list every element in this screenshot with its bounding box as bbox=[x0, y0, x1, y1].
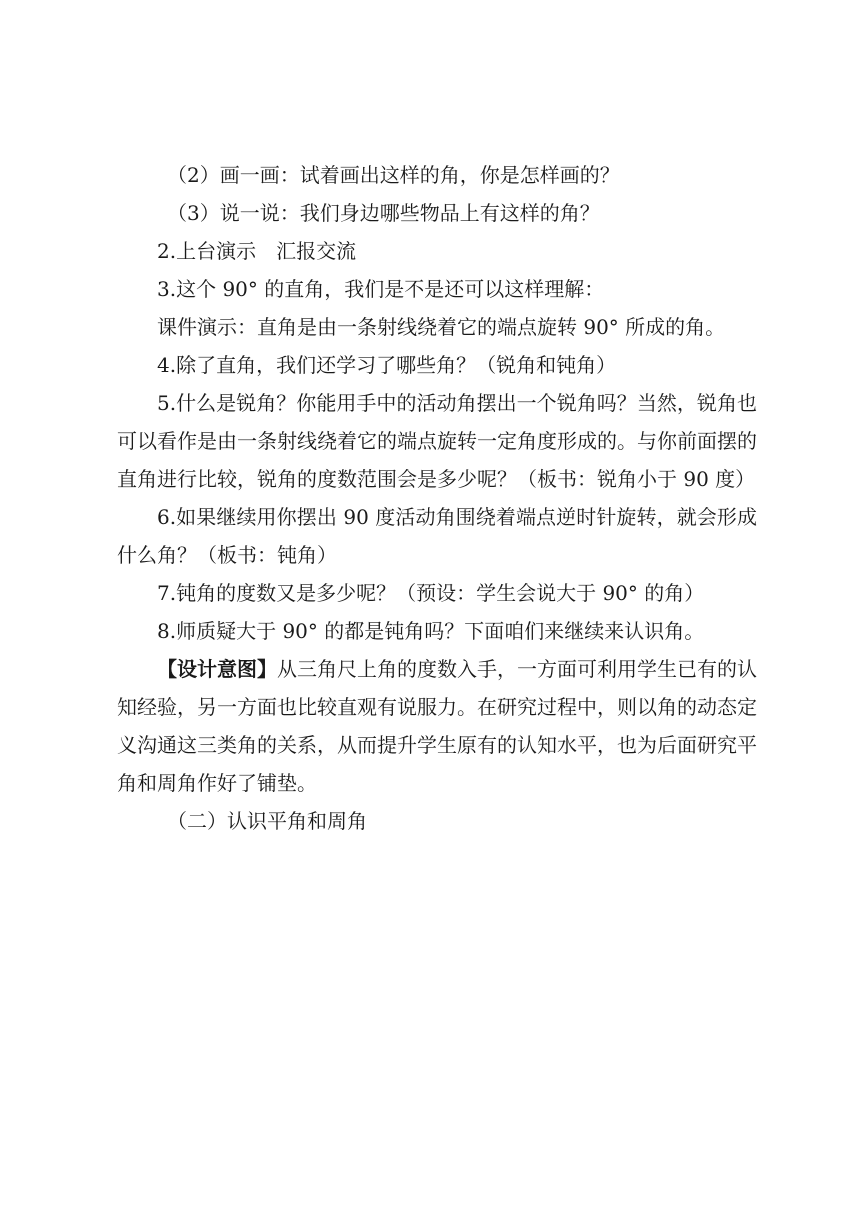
design-intent-label: 【设计意图】 bbox=[157, 657, 277, 681]
paragraph-acute-angle: 5.什么是锐角？你能用手中的活动角摆出一个锐角吗？当然，锐角也可以看作是由一条射线绕着它的端点旋转一定角度形成的。与你前面摆的直角进行比较，锐角的度数范围会是多少呢？（板书：锐角小于 90 度） bbox=[117, 391, 757, 491]
paragraph-design-intent bbox=[117, 650, 757, 802]
paragraph-right-angle-90: 3.这个 90° 的直角，我们是不是还可以这样理解： bbox=[157, 277, 605, 301]
design-intent-text: 从三角尺上角的度数入手，一方面可利用学生已有的认知经验，另一方面也比较直观有说服力。在研究过程中，则以角的动态定义沟通这三类角的关系，从而提升学生原有的认知水平，也为后面研究平角和周角作好了铺垫。 bbox=[117, 657, 757, 795]
paragraph-stage-demo: 2.上台演示 汇报交流 bbox=[157, 239, 357, 263]
paragraph-courseware: 课件演示：直角是由一条射线绕着它的端点旋转 90° 所成的角。 bbox=[157, 315, 726, 339]
section-heading: （二）认识平角和周角 bbox=[167, 809, 367, 833]
paragraph-teacher-question: 8.师质疑大于 90° 的都是钝角吗？下面咱们来继续来认识角。 bbox=[157, 619, 705, 643]
paragraph-say: （3）说一说：我们身边哪些物品上有这样的角？ bbox=[167, 201, 600, 225]
paragraph-obtuse-degree: 7.钝角的度数又是多少呢？（预设：学生会说大于 90° 的角） bbox=[157, 581, 705, 605]
paragraph-other-angles: 4.除了直角，我们还学习了哪些角？（锐角和钝角） bbox=[157, 353, 617, 377]
document-body bbox=[117, 156, 757, 840]
paragraph-continue-rotate: 6.如果继续用你摆出 90 度活动角围绕着端点逆时针旋转，就会形成什么角？（板书：钝角） bbox=[117, 505, 757, 567]
paragraph-draw: （2）画一画：试着画出这样的角，你是怎样画的？ bbox=[167, 163, 620, 187]
